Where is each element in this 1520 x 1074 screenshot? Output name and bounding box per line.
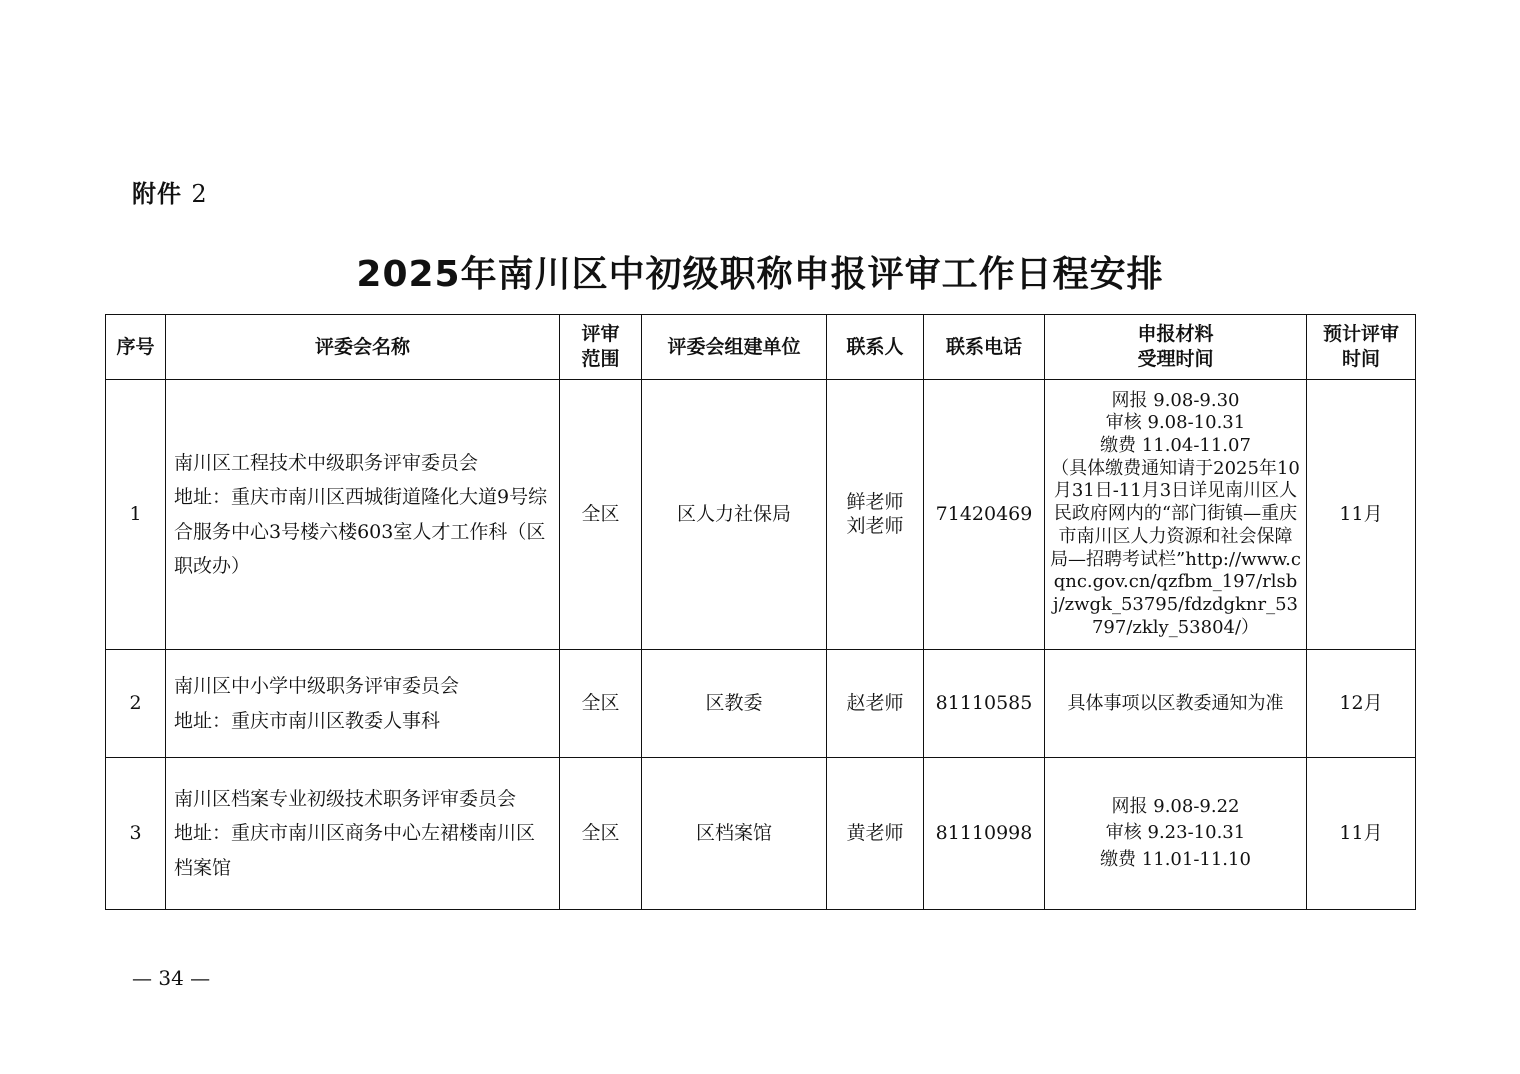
row-period bbox=[1045, 380, 1307, 650]
row-phone: 81110585 bbox=[924, 650, 1045, 758]
period-note: （具体缴费通知请于2025年10月31日-11月3日详见南川区人民政府网内的“部门街镇—重庆市南川区人力资源和社会保障局—招聘考试栏”http://www.cqnc.gov.cn/qzfbm_197/rlsbj/zwgk_53795/fdzdgknr_53797/zkly_53804/） bbox=[1050, 457, 1301, 638]
row-phone: 71420469 bbox=[924, 380, 1045, 650]
row-seq: 2 bbox=[106, 650, 166, 758]
attachment-prefix: 附件 bbox=[132, 180, 182, 208]
committee-address: 地址：重庆市南川区商务中心左裙楼南川区档案馆 bbox=[174, 822, 536, 879]
header-committee: 评委会名称 bbox=[166, 315, 560, 380]
row-unit: 区教委 bbox=[642, 650, 827, 758]
row-period bbox=[1045, 650, 1307, 758]
row-seq: 3 bbox=[106, 758, 166, 910]
committee-address: 地址：重庆市南川区教委人事科 bbox=[174, 709, 441, 732]
table-header-row bbox=[106, 315, 1416, 380]
period-fee: 缴费 11.04-11.07 bbox=[1100, 435, 1251, 457]
committee-name: 南川区工程技术中级职务评审委员会 bbox=[174, 452, 479, 475]
schedule-table bbox=[105, 314, 1416, 910]
contact-person: 赵老师 bbox=[846, 691, 904, 714]
header-scope-line1: 评审 bbox=[581, 323, 620, 346]
attachment-number: 2 bbox=[191, 180, 208, 208]
row-unit: 区档案馆 bbox=[642, 758, 827, 910]
row-committee bbox=[166, 758, 560, 910]
committee-address: 地址：重庆市南川区西城街道隆化大道9号综合服务中心3号楼六楼603室人才工作科（区职改办） bbox=[174, 486, 548, 577]
header-unit: 评委会组建单位 bbox=[642, 315, 827, 380]
row-review: 11月 bbox=[1307, 758, 1416, 910]
row-scope: 全区 bbox=[560, 758, 642, 910]
row-unit: 区人力社保局 bbox=[642, 380, 827, 650]
row-contact bbox=[827, 380, 924, 650]
period-audit: 审核 9.23-10.31 bbox=[1105, 822, 1246, 844]
header-review-line2: 时间 bbox=[1341, 348, 1380, 370]
header-scope bbox=[560, 315, 642, 380]
contact-person: 黄老师 bbox=[846, 821, 904, 844]
header-scope-line2: 范围 bbox=[581, 348, 620, 370]
row-contact bbox=[827, 758, 924, 910]
row-committee bbox=[166, 380, 560, 650]
committee-name: 南川区中小学中级职务评审委员会 bbox=[174, 675, 460, 698]
committee-name: 南川区档案专业初级技术职务评审委员会 bbox=[174, 788, 517, 811]
period-audit: 审核 9.08-10.31 bbox=[1105, 412, 1246, 434]
header-seq: 序号 bbox=[106, 315, 166, 380]
contact-person: 鲜老师 bbox=[846, 490, 904, 513]
contact-person: 刘老师 bbox=[846, 514, 904, 537]
period-note: 具体事项以区教委通知为准 bbox=[1067, 693, 1284, 714]
row-seq: 1 bbox=[106, 380, 166, 650]
row-phone: 81110998 bbox=[924, 758, 1045, 910]
header-phone: 联系电话 bbox=[924, 315, 1045, 380]
header-review-line1: 预计评审 bbox=[1322, 323, 1399, 346]
page-number: — 34 — bbox=[132, 966, 211, 990]
header-period-line1: 申报材料 bbox=[1137, 323, 1214, 346]
header-review bbox=[1307, 315, 1416, 380]
table-row bbox=[106, 650, 1416, 758]
attachment-label bbox=[132, 174, 208, 209]
row-scope: 全区 bbox=[560, 650, 642, 758]
period-online: 网报 9.08-9.22 bbox=[1111, 796, 1240, 818]
row-review: 11月 bbox=[1307, 380, 1416, 650]
row-review: 12月 bbox=[1307, 650, 1416, 758]
header-period-line2: 受理时间 bbox=[1137, 348, 1214, 370]
period-fee: 缴费 11.01-11.10 bbox=[1100, 848, 1251, 870]
header-period bbox=[1045, 315, 1307, 380]
row-contact bbox=[827, 650, 924, 758]
document-title: 2025年南川区中初级职称申报评审工作日程安排 bbox=[356, 254, 1164, 295]
row-period bbox=[1045, 758, 1307, 910]
row-committee bbox=[166, 650, 560, 758]
table-row bbox=[106, 380, 1416, 650]
header-contact: 联系人 bbox=[827, 315, 924, 380]
row-scope: 全区 bbox=[560, 380, 642, 650]
table-row bbox=[106, 758, 1416, 910]
period-online: 网报 9.08-9.30 bbox=[1111, 389, 1240, 411]
